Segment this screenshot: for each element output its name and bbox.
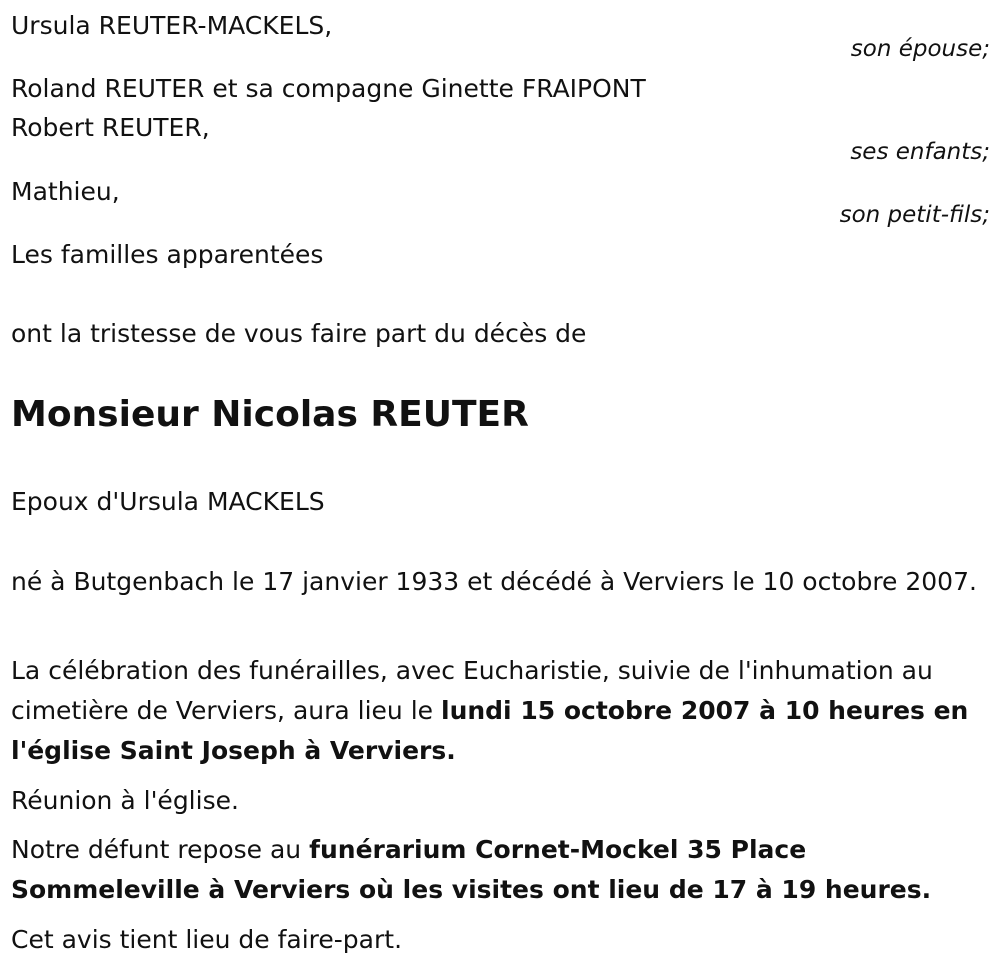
grandchild-name: Mathieu,: [11, 177, 120, 206]
spouse-name: Ursula REUTER-MACKELS,: [11, 11, 333, 40]
ceremony-details: lundi 15 octobre 2007 à 10 heures en l'église Saint Joseph à Verviers.: [11, 696, 969, 765]
rest-details: funérarium Cornet-Mockel 35 Place Sommeleville à Verviers où les visites ont lieu de 17 à 19 heures.: [11, 835, 932, 904]
grandchild-role: son petit-fils;: [839, 202, 990, 228]
rest-intro: Notre défunt repose au: [11, 835, 310, 864]
closing-line: Cet avis tient lieu de faire-part.: [11, 925, 403, 954]
announcement-line: ont la tristesse de vous faire part du décès de: [11, 319, 587, 348]
ceremony-paragraph: [11, 651, 991, 771]
reunion-line: Réunion à l'église.: [11, 786, 239, 815]
deceased-name: Monsieur Nicolas REUTER: [11, 394, 529, 435]
relatives-line: Les familles apparentées: [11, 240, 324, 269]
rest-paragraph: [11, 830, 991, 910]
children-role: ses enfants;: [850, 139, 990, 165]
ceremony-intro: La célébration des funérailles, avec Eucharistie, suivie de l'inhumation au cimetière de Verviers, aura lieu le: [11, 656, 933, 725]
child-2-name: Robert REUTER,: [11, 113, 210, 142]
spouse-line: Epoux d'Ursula MACKELS: [11, 487, 325, 516]
child-1-name: Roland REUTER et sa compagne Ginette FRAIPONT: [11, 74, 646, 103]
spouse-role: son épouse;: [850, 36, 990, 62]
birth-death-paragraph: né à Butgenbach le 17 janvier 1933 et décédé à Verviers le 10 octobre 2007.: [11, 567, 977, 596]
